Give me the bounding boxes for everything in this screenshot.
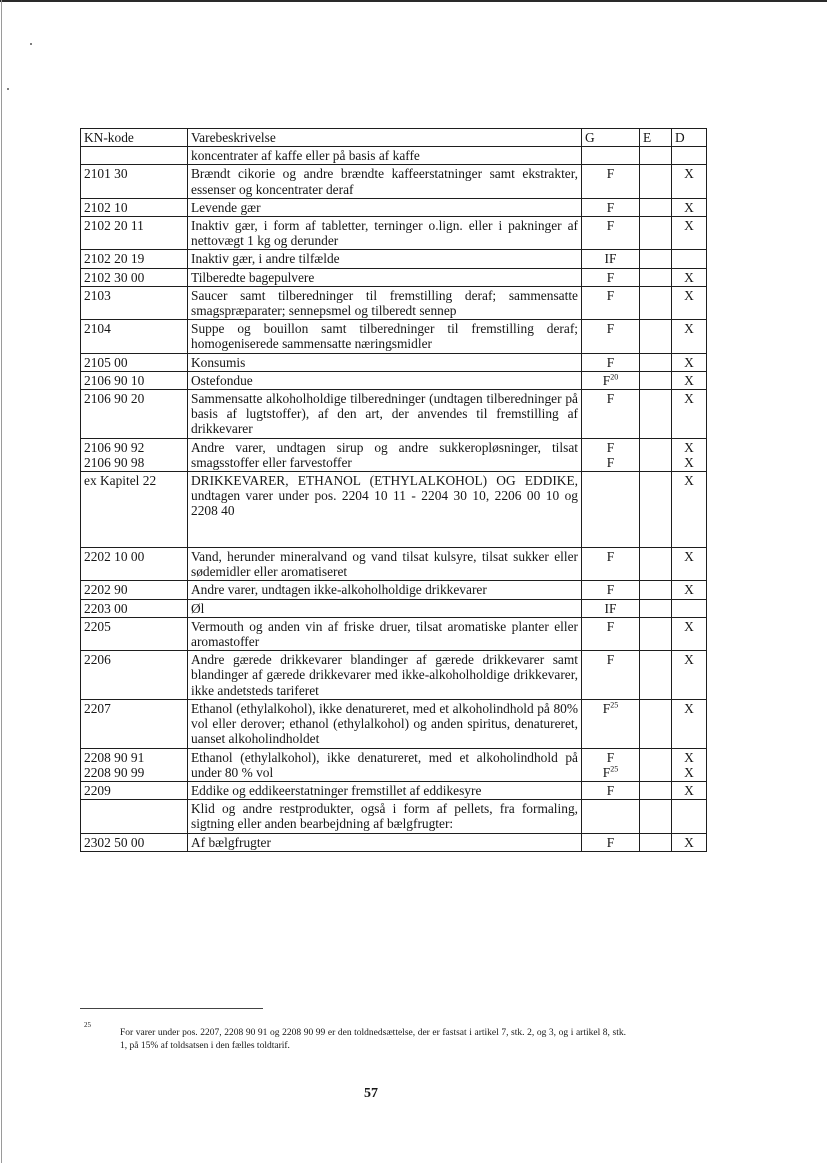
description-cell-text: Andre varer, undtagen ikke-alkoholholdige drikkevarer bbox=[191, 582, 487, 598]
d-cell-text: X bbox=[684, 618, 694, 634]
d-cell bbox=[672, 371, 707, 389]
kn-code-cell-text: ex Kapitel 22 bbox=[84, 473, 157, 489]
g-cell-text: F bbox=[606, 618, 615, 634]
description-cell-text: Klid og andre restprodukter, også i form af pellets, fra formaling, sigtning eller anden bearbejdning af bælgfrugter: bbox=[191, 801, 578, 832]
kn-code-cell-text: 2203 00 bbox=[84, 600, 128, 616]
kn-code-cell-text: 2208 90 91 2208 90 99 bbox=[84, 749, 145, 780]
e-cell bbox=[640, 438, 672, 471]
e-cell bbox=[640, 390, 672, 439]
g-cell-text: F bbox=[606, 652, 615, 668]
table-row bbox=[81, 286, 707, 319]
g-cell-text: F bbox=[606, 354, 615, 370]
description-cell-text: Levende gær bbox=[191, 199, 261, 215]
g-cell-text: F bbox=[606, 549, 615, 565]
g-cell bbox=[582, 651, 640, 700]
header-d: D bbox=[672, 129, 707, 147]
e-cell bbox=[640, 268, 672, 286]
d-cell-text: X bbox=[684, 652, 694, 668]
kn-code-cell bbox=[81, 651, 188, 700]
d-cell-text: X bbox=[684, 473, 694, 489]
d-cell-text: X bbox=[684, 269, 694, 285]
kn-code-cell bbox=[81, 617, 188, 650]
d-cell-text: X X bbox=[684, 749, 694, 780]
d-cell bbox=[672, 286, 707, 319]
scan-speck bbox=[30, 43, 32, 45]
g-cell-text: F F bbox=[602, 749, 615, 780]
kn-code-cell bbox=[81, 371, 188, 389]
kn-code-cell-text: 2302 50 00 bbox=[84, 834, 145, 850]
e-cell bbox=[640, 353, 672, 371]
kn-code-cell bbox=[81, 581, 188, 599]
g-cell-text: IF bbox=[604, 251, 617, 267]
table-row bbox=[81, 699, 707, 748]
d-cell bbox=[672, 651, 707, 700]
g-cell bbox=[582, 472, 640, 548]
description-cell-text: Ethanol (ethylalkohol), ikke denatureret, med et alkoholindhold på 80% vol eller derover; ethanol (ethylalkohol) og anden spiritus, denatureret, uanset alkoholindholdet bbox=[191, 700, 578, 747]
d-cell-text: X bbox=[684, 549, 694, 565]
g-cell-text: F bbox=[606, 199, 615, 215]
kn-code-cell bbox=[81, 320, 188, 353]
g-cell bbox=[582, 353, 640, 371]
description-cell-text: DRIKKEVARER, ETHANOL (ETHYLALKOHOL) OG EDDIKE, undtagen varer under pos. 2204 10 11 - 2204 30 10, 2206 00 10 og 2208 40 bbox=[191, 473, 578, 519]
table-row bbox=[81, 748, 707, 781]
e-cell bbox=[640, 165, 672, 198]
description-cell bbox=[188, 781, 582, 799]
table-row bbox=[81, 800, 707, 833]
d-cell-text: X bbox=[684, 782, 694, 798]
g-cell-text: F bbox=[606, 582, 615, 598]
kn-code-cell bbox=[81, 147, 188, 165]
table-row bbox=[81, 548, 707, 581]
description-cell-text: Ethanol (ethylalkohol), ikke denatureret, med et alkoholindhold på under 80 % vol bbox=[191, 749, 578, 780]
kn-code-cell-text: 2102 20 19 bbox=[84, 251, 145, 267]
d-cell-text: X bbox=[684, 166, 694, 182]
footnote-divider bbox=[80, 1008, 263, 1009]
kn-code-cell-text: 2104 bbox=[84, 321, 111, 337]
kn-code-cell-text: 2206 bbox=[84, 652, 111, 668]
kn-code-cell bbox=[81, 800, 188, 833]
description-cell bbox=[188, 390, 582, 439]
e-cell bbox=[640, 800, 672, 833]
table-row bbox=[81, 165, 707, 198]
table-row bbox=[81, 781, 707, 799]
d-cell-text: X bbox=[684, 354, 694, 370]
g-cell bbox=[582, 286, 640, 319]
d-cell bbox=[672, 320, 707, 353]
e-cell bbox=[640, 781, 672, 799]
description-cell bbox=[188, 548, 582, 581]
d-cell bbox=[672, 833, 707, 851]
kn-code-cell bbox=[81, 438, 188, 471]
kn-code-cell bbox=[81, 748, 188, 781]
header-description: Varebeskrivelse bbox=[188, 129, 582, 147]
g-cell-text: F bbox=[606, 269, 615, 285]
kn-code-cell bbox=[81, 217, 188, 250]
d-cell bbox=[672, 165, 707, 198]
table-row bbox=[81, 390, 707, 439]
g-cell bbox=[582, 617, 640, 650]
d-cell bbox=[672, 617, 707, 650]
description-cell bbox=[188, 320, 582, 353]
description-cell-text: Suppe og bouillon samt tilberedninger til fremstilling deraf; homogeniserede sammensatte næringsmidler bbox=[191, 321, 578, 352]
e-cell bbox=[640, 748, 672, 781]
kn-code-cell-text: 2202 10 00 bbox=[84, 549, 145, 565]
description-cell bbox=[188, 250, 582, 268]
d-cell-text: X bbox=[684, 321, 694, 337]
description-cell bbox=[188, 438, 582, 471]
page-left-edge bbox=[1, 0, 2, 1163]
e-cell bbox=[640, 833, 672, 851]
kn-code-cell-text: 2207 bbox=[84, 700, 111, 716]
g-cell-text: F F bbox=[606, 439, 615, 470]
table-body bbox=[81, 147, 707, 852]
g-cell bbox=[582, 268, 640, 286]
kn-code-cell bbox=[81, 699, 188, 748]
g-footnote-ref: 25 bbox=[610, 700, 619, 710]
table-header-row bbox=[81, 129, 707, 147]
e-cell bbox=[640, 651, 672, 700]
d-cell-text: X bbox=[684, 391, 694, 407]
description-cell-text: Ostefondue bbox=[191, 372, 253, 388]
description-cell bbox=[188, 198, 582, 216]
g-cell bbox=[582, 548, 640, 581]
kn-code-cell bbox=[81, 286, 188, 319]
kn-code-cell bbox=[81, 353, 188, 371]
kn-code-cell bbox=[81, 472, 188, 548]
g-cell-text: F bbox=[602, 700, 611, 716]
kn-code-cell-text: 2205 bbox=[84, 618, 111, 634]
d-cell bbox=[672, 250, 707, 268]
d-cell-text: X bbox=[684, 372, 694, 388]
e-cell bbox=[640, 699, 672, 748]
kn-code-cell bbox=[81, 198, 188, 216]
d-cell-text: X bbox=[684, 287, 694, 303]
kn-code-cell-text: 2103 bbox=[84, 287, 111, 303]
scan-speck bbox=[7, 88, 9, 90]
d-cell-text: X X bbox=[684, 439, 694, 470]
kn-code-cell bbox=[81, 250, 188, 268]
footnote-text: For varer under pos. 2207, 2208 90 91 og 2208 90 99 er den toldnedsættelse, der er fastsat i artikel 7, stk. 2, og 3, og i artikel 8, stk. 1, på 15% af toldsatsen i den fælles toldtarif. bbox=[120, 1028, 626, 1051]
description-cell bbox=[188, 748, 582, 781]
e-cell bbox=[640, 371, 672, 389]
g-cell bbox=[582, 438, 640, 471]
d-cell bbox=[672, 472, 707, 548]
page-top-edge bbox=[0, 0, 827, 2]
d-cell bbox=[672, 198, 707, 216]
table-row bbox=[81, 599, 707, 617]
e-cell bbox=[640, 548, 672, 581]
d-cell bbox=[672, 800, 707, 833]
table-row bbox=[81, 833, 707, 851]
g-footnote-ref: 20 bbox=[610, 372, 619, 382]
table-row bbox=[81, 617, 707, 650]
d-cell bbox=[672, 438, 707, 471]
description-cell-text: Andre varer, undtagen sirup og andre sukkeropløsninger, tilsat smagsstoffer eller farvestoffer bbox=[191, 439, 578, 470]
g-footnote-ref: 25 bbox=[610, 764, 619, 774]
description-cell bbox=[188, 699, 582, 748]
g-cell bbox=[582, 250, 640, 268]
e-cell bbox=[640, 599, 672, 617]
description-cell bbox=[188, 371, 582, 389]
table-row bbox=[81, 198, 707, 216]
description-cell bbox=[188, 651, 582, 700]
header-kn-code: KN-kode bbox=[81, 129, 188, 147]
table-row bbox=[81, 353, 707, 371]
g-cell-text: F bbox=[606, 834, 615, 850]
d-cell bbox=[672, 748, 707, 781]
kn-code-cell-text: 2106 90 10 bbox=[84, 372, 145, 388]
description-cell-text: koncentrater af kaffe eller på basis af kaffe bbox=[191, 148, 420, 164]
kn-code-cell-text: 2202 90 bbox=[84, 582, 128, 598]
description-cell-text: Saucer samt tilberedninger til fremstilling deraf; sammensatte smagspræparater; sennepsmel og tilberedt sennep bbox=[191, 287, 578, 319]
d-cell bbox=[672, 217, 707, 250]
description-cell-text: Andre gærede drikkevarer blandinger af gærede drikkevarer samt blandinger af gærede drikkevarer med ikke-alkoholholdige drikkevarer, ikke andetsteds tariferet bbox=[191, 652, 578, 698]
header-e: E bbox=[640, 129, 672, 147]
description-cell bbox=[188, 833, 582, 851]
description-cell-text: Brændt cikorie og andre brændte kaffeerstatninger samt ekstrakter, essenser og koncentrater deraf bbox=[191, 166, 578, 197]
g-cell-text: F bbox=[606, 166, 615, 182]
kn-code-cell bbox=[81, 833, 188, 851]
e-cell bbox=[640, 617, 672, 650]
description-cell-text: Af bælgfrugter bbox=[191, 834, 271, 850]
kn-code-cell bbox=[81, 390, 188, 439]
d-cell-text: X bbox=[684, 218, 694, 234]
table-row bbox=[81, 651, 707, 700]
page-number: 57 bbox=[364, 1086, 378, 1101]
g-cell bbox=[582, 800, 640, 833]
table-row bbox=[81, 250, 707, 268]
d-cell bbox=[672, 581, 707, 599]
kn-code-cell bbox=[81, 268, 188, 286]
kn-code-cell-text: 2106 90 92 2106 90 98 bbox=[84, 439, 145, 470]
g-cell-text: F bbox=[606, 391, 615, 407]
d-cell bbox=[672, 781, 707, 799]
d-cell-text: X bbox=[684, 700, 694, 716]
table-row bbox=[81, 472, 707, 548]
e-cell bbox=[640, 198, 672, 216]
g-cell bbox=[582, 599, 640, 617]
table-row bbox=[81, 268, 707, 286]
description-cell-text: Tilberedte bagepulvere bbox=[191, 269, 315, 285]
e-cell bbox=[640, 217, 672, 250]
header-g: G bbox=[582, 129, 640, 147]
kn-code-table bbox=[80, 128, 707, 852]
g-cell bbox=[582, 147, 640, 165]
table-row bbox=[81, 217, 707, 250]
table-row bbox=[81, 581, 707, 599]
g-cell bbox=[582, 390, 640, 439]
kn-code-cell-text: 2101 30 bbox=[84, 166, 128, 182]
description-cell-text: Inaktiv gær, i andre tilfælde bbox=[191, 251, 340, 267]
g-cell bbox=[582, 781, 640, 799]
d-cell bbox=[672, 147, 707, 165]
e-cell bbox=[640, 286, 672, 319]
kn-code-cell-text: 2106 90 20 bbox=[84, 391, 145, 407]
d-cell bbox=[672, 390, 707, 439]
description-cell bbox=[188, 353, 582, 371]
description-cell-text: Vand, herunder mineralvand og vand tilsat kulsyre, tilsat sukker eller sødemidler eller aromatiseret bbox=[191, 549, 578, 580]
g-cell bbox=[582, 198, 640, 216]
description-cell-text: Vermouth og anden vin af friske druer, tilsat aromatiske planter eller aromastoffer bbox=[191, 618, 578, 650]
kn-code-cell-text: 2102 20 11 bbox=[84, 218, 144, 234]
kn-code-cell-text: 2105 00 bbox=[84, 354, 128, 370]
kn-code-cell bbox=[81, 781, 188, 799]
e-cell bbox=[640, 250, 672, 268]
g-cell-text: F bbox=[606, 218, 615, 234]
kn-code-cell-text: 2209 bbox=[84, 782, 111, 798]
d-cell bbox=[672, 268, 707, 286]
table-row bbox=[81, 371, 707, 389]
g-cell bbox=[582, 581, 640, 599]
g-cell-text: IF bbox=[604, 600, 617, 616]
description-cell bbox=[188, 581, 582, 599]
description-cell bbox=[188, 268, 582, 286]
g-cell bbox=[582, 833, 640, 851]
table-row bbox=[81, 320, 707, 353]
kn-code-cell bbox=[81, 548, 188, 581]
description-cell bbox=[188, 472, 582, 548]
description-cell bbox=[188, 599, 582, 617]
d-cell-text: X bbox=[684, 199, 694, 215]
description-cell-text: Inaktiv gær, i form af tabletter, terninger o.lign. eller i pakninger af nettovægt 1 kg og derunder bbox=[191, 218, 578, 249]
g-cell bbox=[582, 748, 640, 781]
g-cell bbox=[582, 217, 640, 250]
table-row bbox=[81, 438, 707, 471]
g-cell-text: F bbox=[606, 287, 615, 303]
g-cell bbox=[582, 165, 640, 198]
e-cell bbox=[640, 581, 672, 599]
g-cell-text: F bbox=[606, 321, 615, 337]
kn-code-cell bbox=[81, 165, 188, 198]
e-cell bbox=[640, 147, 672, 165]
description-cell bbox=[188, 617, 582, 650]
description-cell-text: Sammensatte alkoholholdige tilberedninger (undtagen tilberedninger på basis af lugtstoffer), af den art, der anvendes til fremstilling af drikkevarer bbox=[191, 391, 578, 437]
e-cell bbox=[640, 320, 672, 353]
description-cell-text: Eddike og eddikeerstatninger fremstillet af eddikesyre bbox=[191, 782, 482, 798]
description-cell bbox=[188, 147, 582, 165]
d-cell bbox=[672, 548, 707, 581]
g-cell bbox=[582, 320, 640, 353]
description-cell bbox=[188, 217, 582, 250]
d-cell bbox=[672, 599, 707, 617]
kn-code-cell bbox=[81, 599, 188, 617]
description-cell-text: Øl bbox=[191, 600, 205, 616]
description-cell-text: Konsumis bbox=[191, 354, 246, 370]
table-row bbox=[81, 147, 707, 165]
footnote-marker: 25 bbox=[84, 1021, 91, 1029]
g-cell bbox=[582, 699, 640, 748]
kn-code-cell-text: 2102 10 bbox=[84, 199, 128, 215]
description-cell bbox=[188, 800, 582, 833]
d-cell bbox=[672, 353, 707, 371]
g-cell-text: F bbox=[606, 782, 615, 798]
d-cell-text: X bbox=[684, 834, 694, 850]
d-cell bbox=[672, 699, 707, 748]
d-cell-text: X bbox=[684, 582, 694, 598]
description-cell bbox=[188, 286, 582, 319]
g-cell-text: F bbox=[602, 372, 611, 388]
e-cell bbox=[640, 472, 672, 548]
description-cell bbox=[188, 165, 582, 198]
kn-code-cell-text: 2102 30 00 bbox=[84, 269, 145, 285]
g-cell bbox=[582, 371, 640, 389]
